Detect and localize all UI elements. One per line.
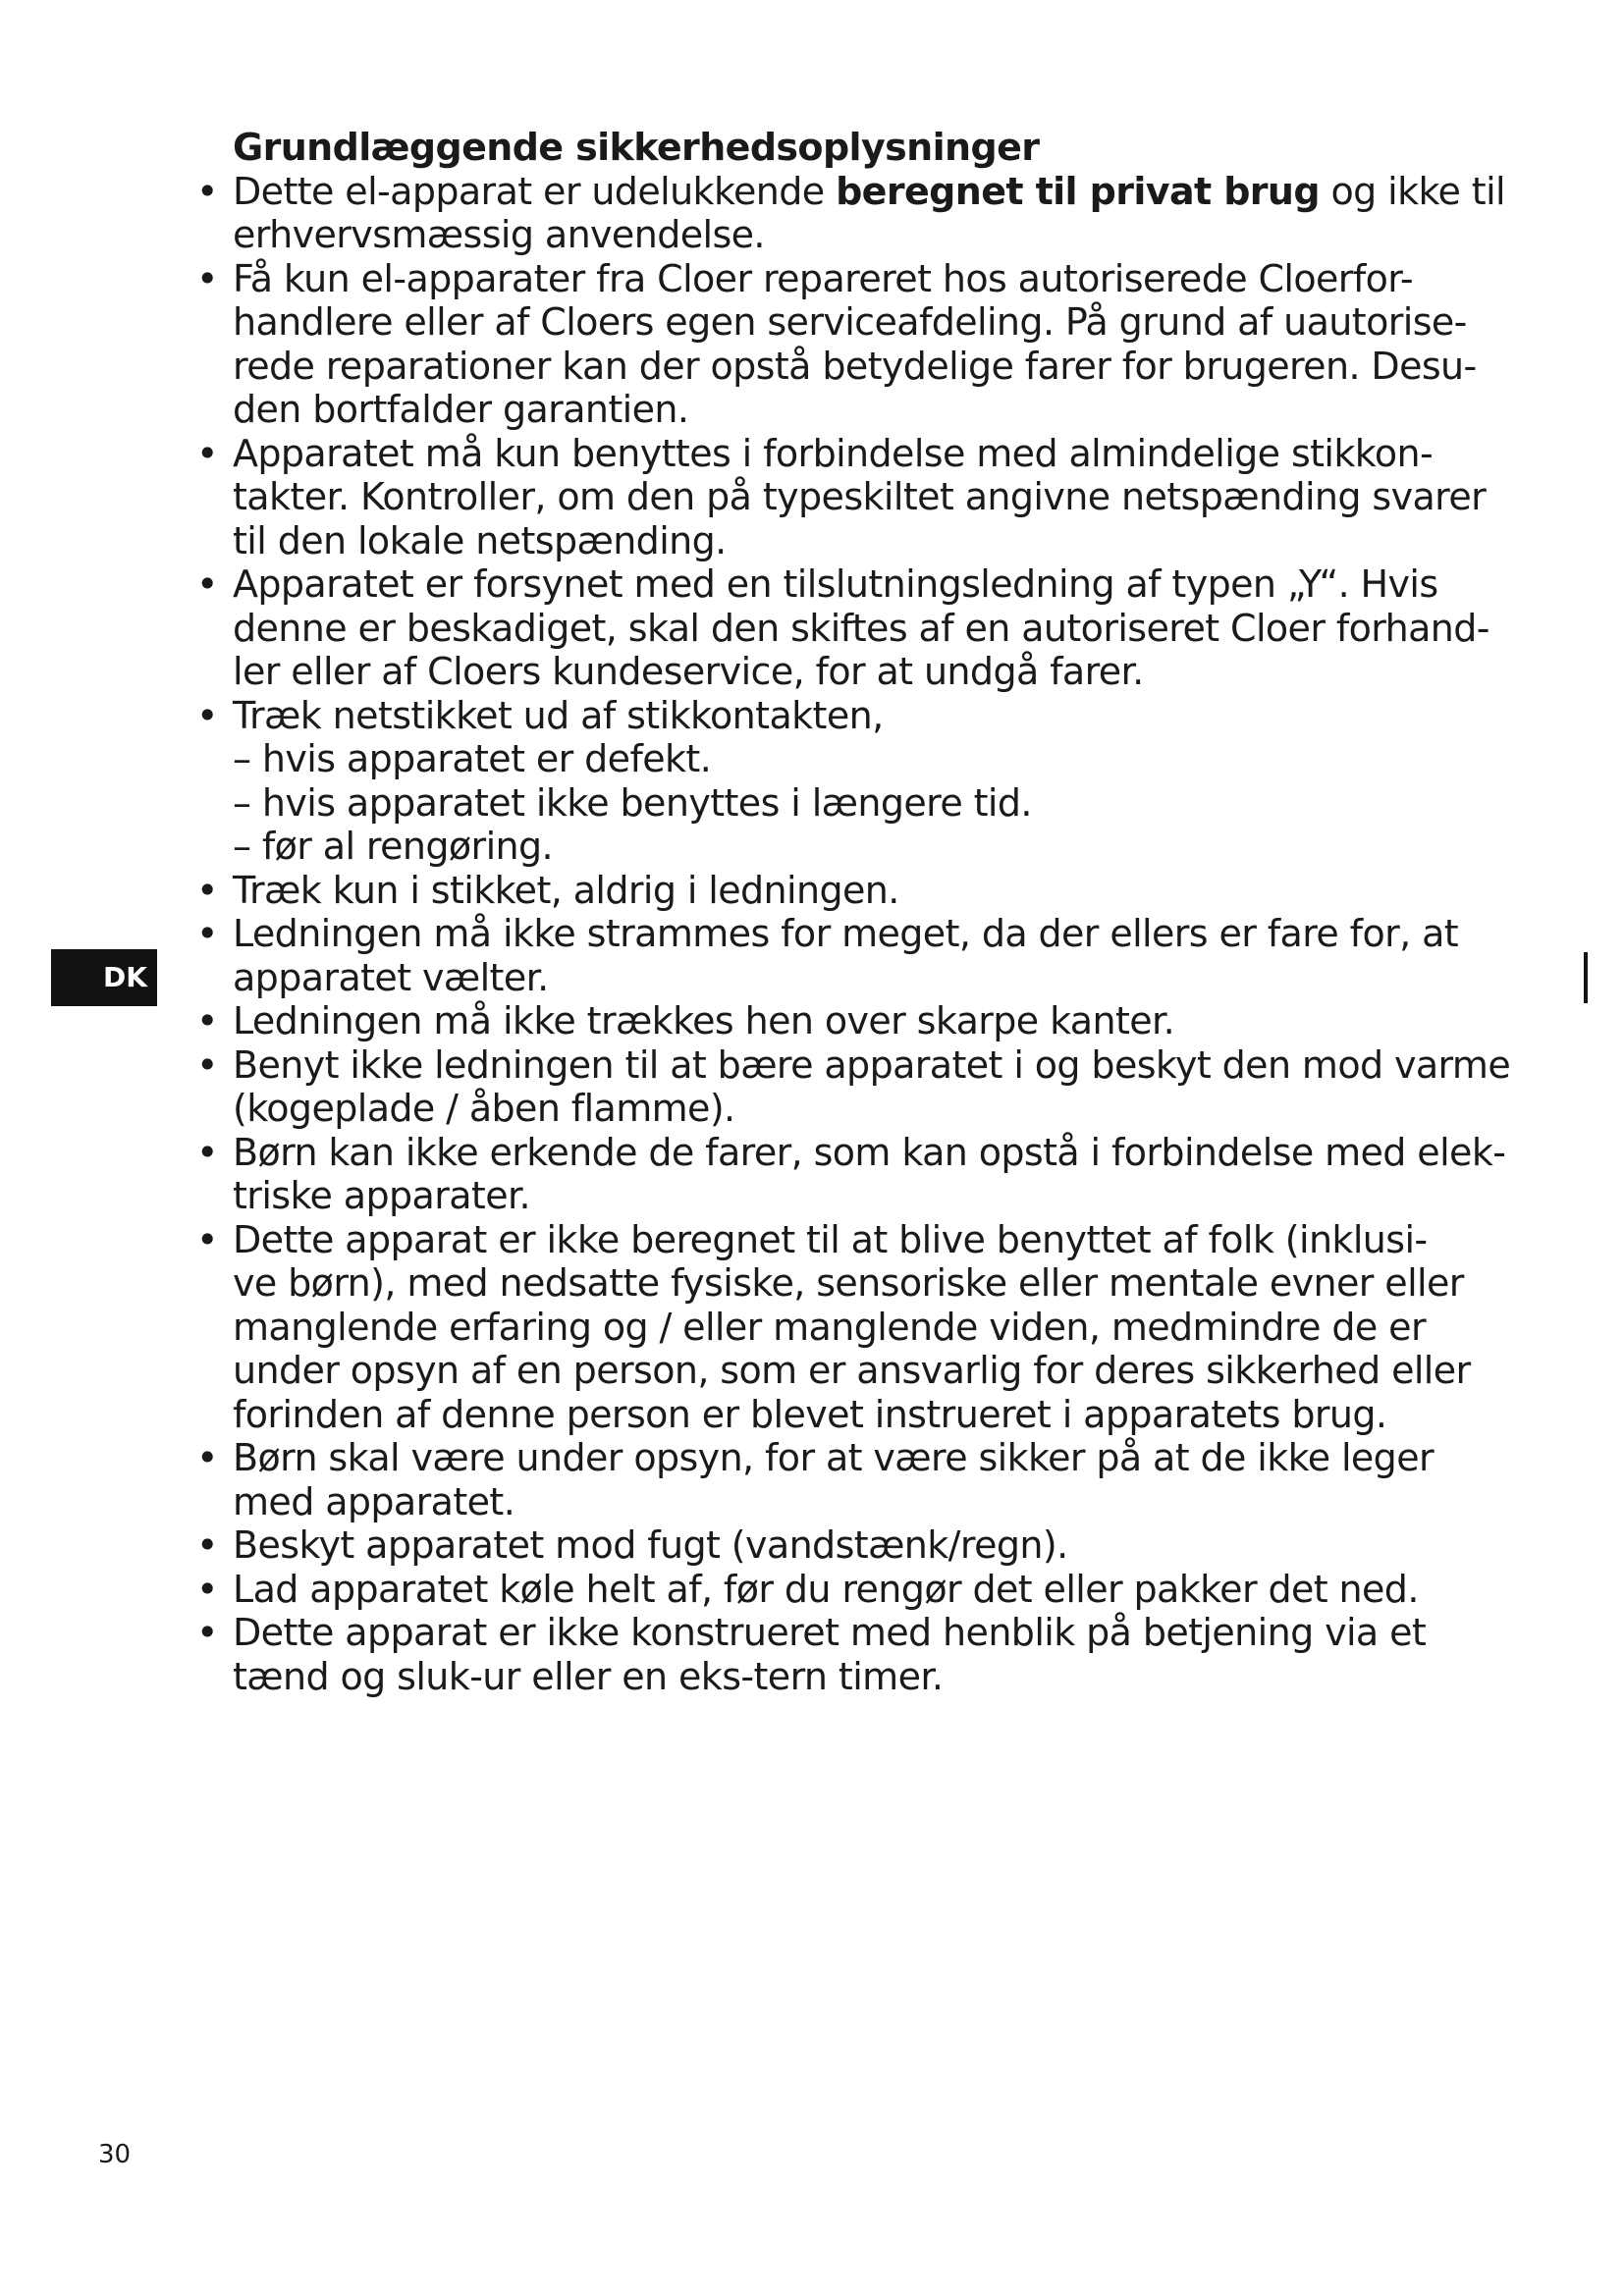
list-item: [196, 1568, 1571, 1612]
list-item: [196, 432, 1571, 563]
text-line: Træk netstikket ud af stikkontakten,: [233, 693, 884, 737]
list-item: [196, 912, 1571, 999]
bullet-icon: •: [196, 1130, 218, 1174]
bullet-icon: •: [196, 1436, 218, 1479]
text-line: til den lokale netspænding.: [233, 518, 727, 562]
text-line: erhvervsmæssig anvendelse.: [233, 213, 765, 256]
text-line: ler eller af Cloers kundeservice, for at undgå farer.: [233, 650, 1144, 693]
list-item: [196, 1523, 1571, 1568]
bullet-icon: •: [196, 1611, 218, 1654]
bullet-icon: •: [196, 999, 218, 1042]
text-line: Dette apparat er ikke konstrueret med henblik på betjening via et: [233, 1611, 1427, 1654]
bullet-icon: •: [196, 912, 218, 955]
text-line: Træk kun i stikket, aldrig i ledningen.: [233, 868, 899, 912]
bullet-icon: •: [196, 169, 218, 213]
text-line: Beskyt apparatet mod fugt (vandstænk/regn).: [233, 1523, 1068, 1567]
text-segment: og ikke til: [1320, 169, 1506, 213]
text-line: Børn kan ikke erkende de farer, som kan opstå i forbindelse med elek-: [233, 1130, 1506, 1174]
text-line: (kogeplade / åben flamme).: [233, 1087, 735, 1130]
list-item: [196, 562, 1571, 694]
text-line: ve børn), med nedsatte fysiske, sensoriske eller mentale evner eller: [233, 1261, 1464, 1305]
text-line: forinden af denne person er blevet instrueret i apparatets brug.: [233, 1392, 1387, 1436]
text-line: [233, 170, 1571, 214]
list-item: [196, 1218, 1571, 1437]
bullet-icon: •: [196, 431, 218, 475]
bullet-icon: •: [196, 256, 218, 300]
list-item: [196, 257, 1571, 432]
safety-section: [196, 126, 1571, 1698]
emphasis-text: beregnet til privat brug: [836, 169, 1320, 213]
bullet-icon: •: [196, 868, 218, 912]
bullet-icon: •: [196, 693, 218, 737]
text-segment: Dette el-apparat er udelukkende: [233, 169, 837, 213]
language-tab: DK: [51, 949, 157, 1006]
text-line: Ledningen må ikke trækkes hen over skarpe kanter.: [233, 999, 1175, 1042]
margin-marker: [1584, 952, 1588, 1003]
text-line: Få kun el-apparater fra Cloer repareret hos autoriserede Cloerfor-: [233, 256, 1413, 300]
text-line: tænd og sluk-ur eller en eks-tern timer.: [233, 1654, 944, 1698]
text-line: – hvis apparatet er defekt.: [233, 737, 712, 780]
text-line: den bortfalder garantien.: [233, 388, 689, 431]
text-line: Apparatet må kun benyttes i forbindelse med almindelige stikkon-: [233, 431, 1434, 475]
bullet-icon: •: [196, 1217, 218, 1261]
bullet-icon: •: [196, 1523, 218, 1567]
list-item: [196, 170, 1571, 257]
section-heading: Grundlæggende sikkerhedsoplysninger: [233, 126, 1040, 169]
text-line: apparatet vælter.: [233, 955, 549, 999]
bullet-icon: •: [196, 1567, 218, 1611]
safety-list: [196, 170, 1571, 1699]
text-line: denne er beskadiget, skal den skiftes af en autoriseret Cloer forhand-: [233, 606, 1489, 650]
list-item: [196, 1043, 1571, 1131]
list-item: [196, 694, 1571, 869]
text-line: Ledningen må ikke strammes for meget, da der ellers er fare for, at: [233, 912, 1459, 955]
text-line: Benyt ikke ledningen til at bære apparatet i og beskyt den mod varme: [233, 1042, 1511, 1087]
text-line: takter. Kontroller, om den på typeskiltet angivne netspænding svarer: [233, 475, 1487, 518]
list-item: [196, 1131, 1571, 1218]
text-line: – før al rengøring.: [233, 825, 554, 868]
text-line: Dette apparat er ikke beregnet til at blive benyttet af folk (inklusi-: [233, 1217, 1428, 1261]
text-line: Børn skal være under opsyn, for at være sikker på at de ikke leger: [233, 1436, 1435, 1479]
list-item: [196, 999, 1571, 1043]
text-line: Lad apparatet køle helt af, før du rengør det eller pakker det ned.: [233, 1567, 1419, 1611]
page-number: 30: [98, 2140, 132, 2169]
list-item: [196, 1611, 1571, 1698]
bullet-icon: •: [196, 562, 218, 606]
text-line: handlere eller af Cloers egen serviceafdeling. På grund af uautorise-: [233, 300, 1467, 344]
text-line: under opsyn af en person, som er ansvarlig for deres sikkerhed eller: [233, 1349, 1471, 1392]
text-line: rede reparationer kan der opstå betydelige farer for brugeren. Desu-: [233, 344, 1477, 388]
text-line: med apparatet.: [233, 1479, 515, 1523]
bullet-icon: •: [196, 1042, 218, 1087]
text-line: manglende erfaring og / eller manglende viden, medmindre de er: [233, 1305, 1426, 1349]
text-line: Apparatet er forsynet med en tilslutningsledning af typen „Y“. Hvis: [233, 562, 1438, 606]
list-item: [196, 869, 1571, 913]
text-line: triske apparater.: [233, 1174, 531, 1217]
text-line: – hvis apparatet ikke benyttes i længere tid.: [233, 780, 1032, 825]
list-item: [196, 1436, 1571, 1523]
